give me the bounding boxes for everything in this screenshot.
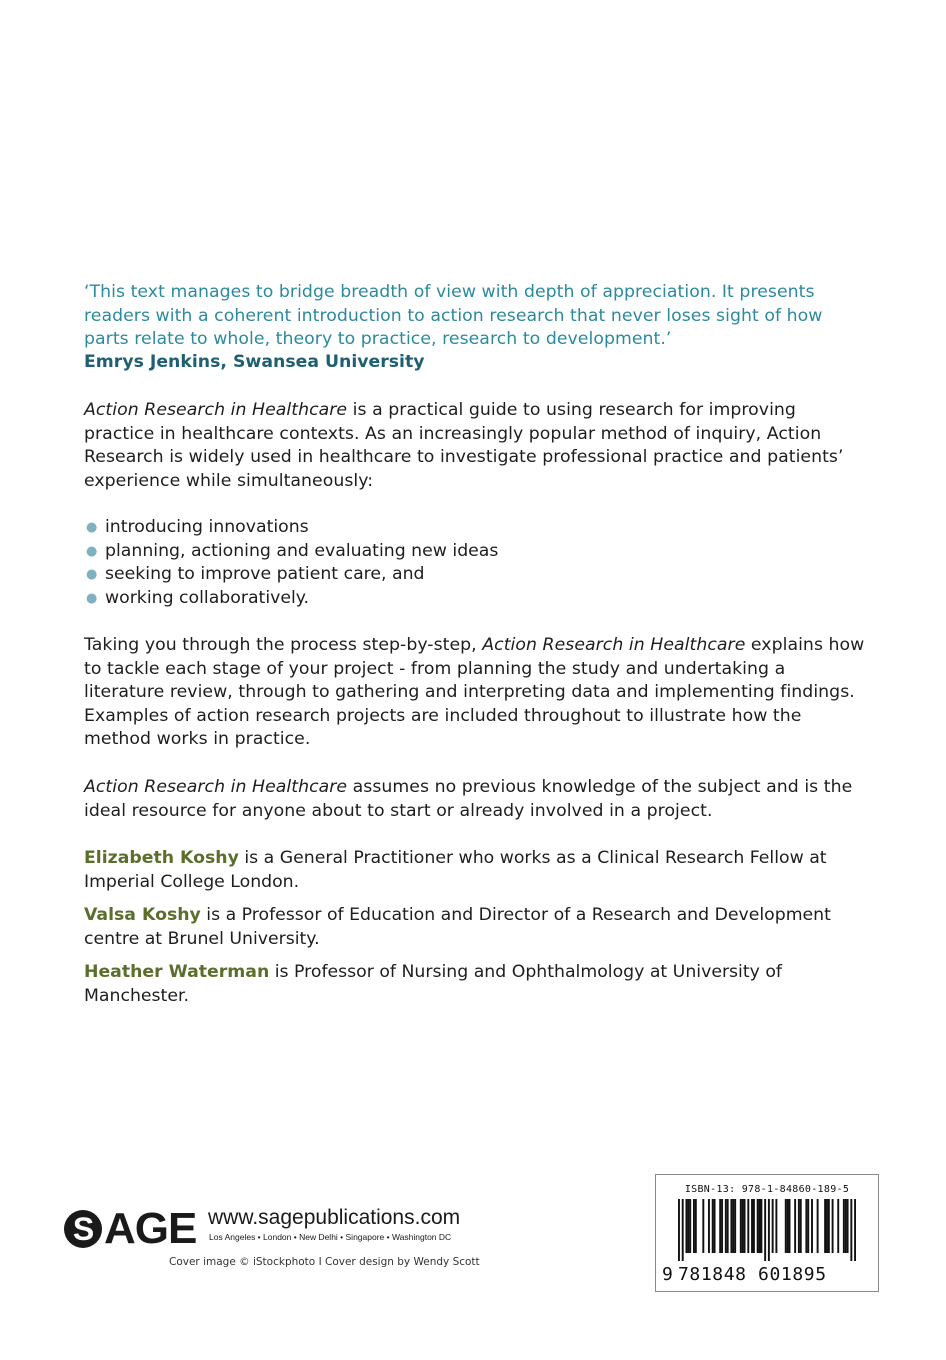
barcode-bar <box>798 1199 800 1253</box>
bullet-icon: ● <box>86 520 98 535</box>
barcode-bar <box>693 1199 695 1253</box>
barcode-bar <box>789 1199 791 1253</box>
barcode-bar <box>682 1199 684 1261</box>
barcode-bar <box>725 1199 727 1253</box>
feature-list <box>84 516 866 610</box>
barcode-bar <box>695 1199 697 1253</box>
barcode-bar <box>787 1199 789 1253</box>
list-item: ● planning, actioning and evaluating new ideas <box>84 540 866 564</box>
barcode-bar <box>832 1199 834 1253</box>
barcode-bar <box>727 1199 729 1253</box>
barcode-bar <box>744 1199 746 1253</box>
author-bio: Elizabeth Koshy is a General Practitioner who works as a Clinical Research Fellow at Imperial College London. <box>84 848 827 892</box>
barcode-bar <box>826 1199 828 1253</box>
barcode-bar <box>807 1199 809 1253</box>
publisher-url[interactable]: www.sagepublications.com <box>208 1206 461 1229</box>
isbn-label: ISBN-13: 978-1-84860-189-5 <box>684 1184 850 1195</box>
publisher-cities: Los Angeles • London • New Delhi • Singapore • Washington DC <box>209 1232 452 1242</box>
barcode-bar <box>760 1199 762 1253</box>
list-item: ● working collaboratively. <box>84 587 866 611</box>
bullet-icon: ● <box>86 567 98 582</box>
barcode-bar <box>734 1199 736 1253</box>
barcode-bar <box>687 1199 689 1253</box>
barcode-bar <box>689 1199 691 1253</box>
barcode-bar <box>708 1199 710 1253</box>
barcode-bar <box>712 1199 714 1253</box>
barcode-bar <box>678 1199 680 1261</box>
barcode-bar <box>800 1199 802 1253</box>
barcode-bar <box>757 1199 759 1253</box>
book-title: Action Research in Healthcare <box>84 777 348 797</box>
isbn-barcode: ISBN-13: 978-1-84860-189-5 9 781848 601895 <box>655 1174 879 1292</box>
cover-credit: Cover image © iStockphoto I Cover design by Wendy Scott <box>169 1256 480 1268</box>
barcode-bar <box>714 1199 716 1253</box>
barcode-bar <box>805 1199 807 1253</box>
barcode-bar <box>847 1199 849 1253</box>
review-attribution: Emrys Jenkins, Swansea University <box>84 352 425 372</box>
author-name: Valsa Koshy <box>84 905 201 925</box>
bullet-icon: ● <box>86 590 98 606</box>
barcode-bar <box>854 1199 856 1261</box>
list-item: ● introducing innovations <box>84 516 866 540</box>
barcode-bar <box>768 1199 770 1261</box>
author-bio: Heather Waterman is Professor of Nursing and Ophthalmology at University of Manchester. <box>84 962 783 1006</box>
bullet-icon: ● <box>86 543 98 559</box>
author-bio: Valsa Koshy is a Professor of Education and Director of a Research and Development centre at Brunel University. <box>84 905 831 949</box>
barcode-bar <box>730 1199 732 1253</box>
barcode-bar <box>837 1199 839 1253</box>
barcode-bar <box>747 1199 749 1253</box>
barcode-bar <box>719 1199 721 1253</box>
barcode-bar <box>764 1199 766 1261</box>
barcode-bar <box>811 1199 813 1253</box>
sage-logo-icon: S <box>64 1210 102 1248</box>
book-title: Action Research in Healthcare <box>84 400 348 420</box>
barcode-bar <box>721 1199 723 1253</box>
description-paragraph-2: Taking you through the process step-by-step, Action Research in Healthcare explains how to tackle each stage of your project - from planning the study and undertaking a literature review, through to gathering and interpreting data and implementing findings. Examples of action research projects are included throughout to illustrate how the method works in practice. <box>84 635 865 749</box>
barcode-bar <box>751 1199 753 1253</box>
review-quote: ‘This text manages to bridge breadth of view with depth of appreciation. It presents readers with a coherent introduction to action research that never loses sight of how parts relate to whole, theory to practice, research to development.’ <box>84 282 823 349</box>
barcode-bar <box>775 1199 777 1253</box>
barcode-bar <box>794 1199 796 1253</box>
barcode-bar <box>740 1199 742 1253</box>
sage-logo: S AGE <box>64 1204 196 1254</box>
description-paragraph-1 <box>84 399 866 493</box>
book-title: Action Research in Healthcare <box>482 635 746 655</box>
barcode-bar <box>785 1199 787 1253</box>
barcode-bar <box>742 1199 744 1253</box>
barcode-bar <box>845 1199 847 1253</box>
barcode-bar <box>759 1199 761 1253</box>
barcode-bars <box>678 1199 856 1261</box>
barcode-bar <box>772 1199 774 1253</box>
barcode-bar <box>817 1199 819 1253</box>
barcode-bar <box>732 1199 734 1253</box>
description-paragraph-3: Action Research in Healthcare assumes no previous knowledge of the subject and is the ideal resource for anyone about to start or already involved in a project. <box>84 777 853 821</box>
barcode-bar <box>753 1199 755 1253</box>
barcode-bar <box>824 1199 826 1253</box>
barcode-bar <box>850 1199 852 1261</box>
list-item: ● seeking to improve patient care, and <box>84 563 866 587</box>
author-name: Elizabeth Koshy <box>84 848 239 868</box>
barcode-bar <box>843 1199 845 1253</box>
description-text: is a practical guide to using research for improving practice in healthcare contexts. As an increasingly popular method of inquiry, Action Research is widely used in healthcare to investigate professional practice and patients’ experience while simultaneously: <box>84 400 844 491</box>
author-name: Heather Waterman <box>84 962 270 982</box>
barcode-bar <box>828 1199 830 1253</box>
barcode-bar <box>702 1199 704 1253</box>
barcode-bar <box>685 1199 687 1253</box>
